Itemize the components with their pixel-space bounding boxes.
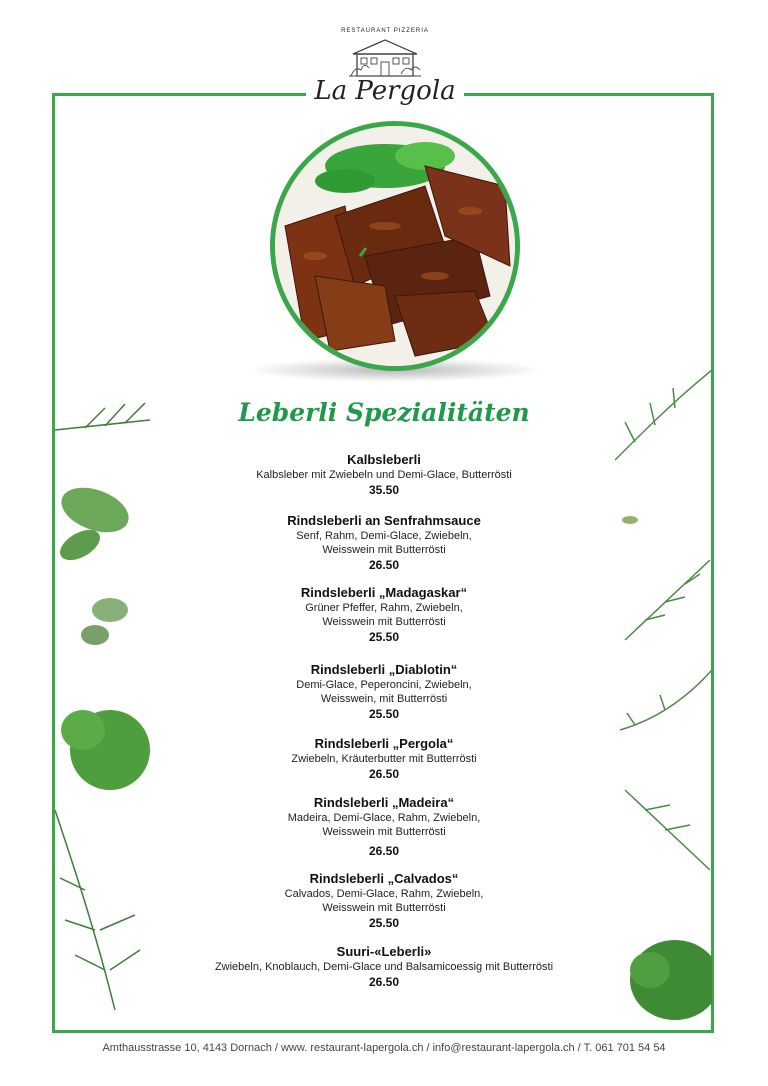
logo-name: La Pergola	[314, 76, 456, 106]
dish-photo	[270, 121, 520, 371]
menu-item	[160, 452, 608, 498]
menu-item	[160, 944, 608, 990]
restaurant-logo	[306, 26, 464, 112]
item-description: Zwiebeln, Knoblauch, Demi-Glace und Balsamicoessig mit Butterrösti	[214, 961, 554, 973]
item-name: Rindsleberli an Senfrahmsauce	[287, 513, 481, 528]
herb-sprigs-icon	[615, 370, 712, 1030]
item-name: Rindsleberli „Madagaskar“	[300, 585, 468, 600]
item-description: Weisswein mit Butterrösti	[322, 544, 446, 556]
item-name: Rindsleberli „Pergola“	[314, 736, 454, 751]
herbs-decoration-left	[55, 370, 153, 1030]
item-description: Weisswein mit Butterrösti	[322, 902, 446, 914]
menu-item	[160, 795, 608, 859]
footer-contact: Amthausstrasse 10, 4143 Dornach / www. restaurant-lapergola.ch / info@restaurant-lapergola.ch / T. 061 701 54 54	[102, 1042, 666, 1054]
item-description: Senf, Rahm, Demi-Glace, Zwiebeln,	[296, 530, 472, 542]
menu-item	[160, 585, 608, 645]
item-name: Rindsleberli „Calvados“	[309, 871, 459, 886]
item-price: 26.50	[368, 844, 400, 858]
item-description: Grüner Pfeffer, Rahm, Zwiebeln,	[305, 602, 463, 614]
item-price: 25.50	[368, 630, 400, 644]
item-price: 25.50	[368, 707, 400, 721]
item-price: 26.50	[368, 558, 400, 572]
item-description: Weisswein mit Butterrösti	[322, 616, 446, 628]
menu-item	[160, 513, 608, 573]
item-name: Suuri-«Leberli»	[336, 944, 432, 959]
item-description: Demi-Glace, Peperoncini, Zwiebeln,	[296, 679, 472, 691]
item-price: 26.50	[368, 975, 400, 989]
herb-leaves-icon	[55, 370, 153, 1030]
item-description: Calvados, Demi-Glace, Rahm, Zwiebeln,	[284, 888, 484, 900]
logo-tagline: RESTAURANT PIZZERIA	[341, 28, 429, 34]
item-description: Weisswein mit Butterrösti	[322, 826, 446, 838]
item-description: Weisswein, mit Butterrösti	[320, 693, 448, 705]
item-description: Madeira, Demi-Glace, Rahm, Zwiebeln,	[287, 812, 481, 824]
herbs-decoration-right	[615, 370, 712, 1030]
menu-item	[160, 736, 608, 782]
page-title: Leberli Spezialitäten	[238, 398, 530, 427]
item-name: Rindsleberli „Diablotin“	[310, 662, 458, 677]
item-price: 35.50	[368, 483, 400, 497]
item-name: Rindsleberli „Madeira“	[313, 795, 455, 810]
menu-item	[160, 662, 608, 722]
liver-dish-illustration	[275, 126, 515, 366]
item-description: Zwiebeln, Kräuterbutter mit Butterrösti	[291, 753, 477, 765]
menu-item	[160, 871, 608, 931]
item-name: Kalbsleberli	[347, 452, 421, 467]
item-description: Kalbsleber mit Zwiebeln und Demi-Glace, Butterrösti	[256, 469, 512, 481]
item-price: 26.50	[368, 767, 400, 781]
item-price: 25.50	[368, 916, 400, 930]
restaurant-building-icon	[345, 36, 425, 80]
